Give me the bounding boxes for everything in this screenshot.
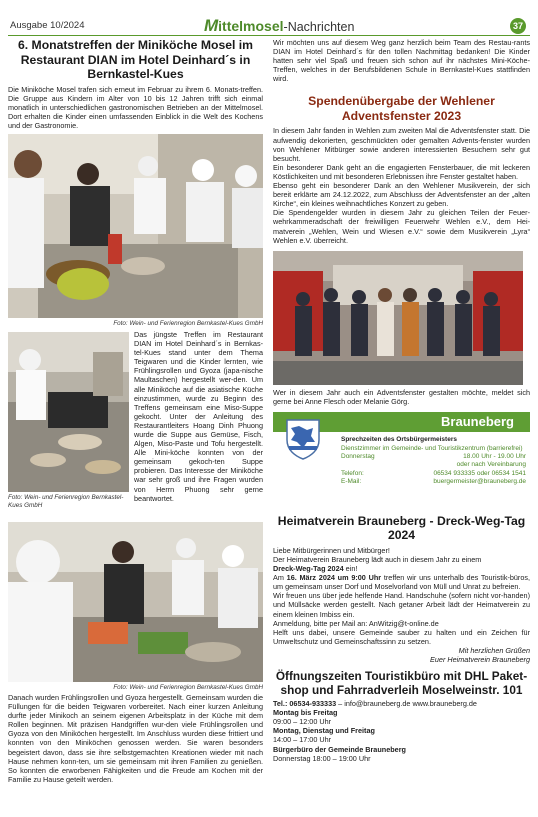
- signature-line-2: Euer Heimatverein Brauneberg: [430, 655, 530, 664]
- brauneberg-office-box: [273, 432, 530, 510]
- office-phone: 06534 933335 oder 06534 1541: [433, 469, 526, 477]
- article-minikoeche-side-text: Das jüngste Treffen im Restaurant DIAN im Hotel Deinhard´s in Bernkas-tel-Kues stand unter dem Thema Teigwaren und die Kinder lernten, wie Frühlingsrollen und Gyoza (japa-nische Maultaschen) hergestellt wer-den. Um alle Miniköche auf die asiatische Küche einzustimmen, wurde zu Beginn des Treffens gemeinsam eine Miso-Suppe gekocht. Unter der Anleitung des Restaurantleiters Hoang Dinh Phuong wurde die Suppe aus Gemüse, Fisch, Algen, Miso-Paste und Tofu hergestellt. Alle Mini-köche konnten von der gemeinsam gekoch-ten Suppe probieren. Das Interesse der Miniköche war sehr groß und ihre Fragen wurden von Herrn Phuong sehr gerne beantwortet.: [134, 329, 263, 503]
- page-number-badge: 37: [510, 18, 526, 34]
- office-hours-title: Sprechzeiten des Ortsbürgermeisters: [341, 435, 457, 443]
- photo-kitchen-3: [8, 522, 263, 682]
- article-minikoeche-thanks: Wir möchten uns auf diesem Weg ganz herzlich beim Team des Restau-rants DIAN im Hotel Deinhard´s für den tollen Nachmittag bedanken! Die Kinder hatten sehr viel Spaß und freuen sich schon auf ihr nächstes Mini-Köche-Treffen, welches in der Berufsbildenen Schule in Bernkastel-Kues stattfinden wird.: [273, 38, 530, 84]
- event-name-suffix: ein!: [343, 564, 358, 574]
- article-minikoeche-outro: Danach wurden Frühlingsrollen und Gyoza hergestellt. Gemeinsam wurden die Füllungen für die beiden Teigwaren vorbereitet. Nach einer kurzen Anleitung durfte jeder Minikoch an seinem eigenen Arbeitsplatz in der Küche mit dem Rollen beginnen. Mit präzisen Handgriffen wur-den viele Frühlingsrollen und Gyoza von den Miniköchen hergestellt. Im Anschluss wurden diese frittiert und konnten von den Miniköchen genossen werden. Sie waren besonders begeistert davon, dass sie ihre selbstgemachten Kreationen wieder mit nach Hause nehmen konn-ten, um sie gemeinsam mit ihren Familien zu genießen. So konnten die erworbenen Fähigkeiten und die Freude am Kochen mit der Familie zu Hause geteilt werden.: [8, 692, 263, 784]
- hours-time-2: 14:00 – 17:00 Uhr: [273, 735, 332, 745]
- article-dreckweg-p2: Wir freuen uns über jede helfende Hand. Handschuhe (sofern nicht vor-handen) und Müllsäcke werden gestellt. Nach getaner Arbeit lädt der Heimatverein zu einem kleinen Imbiss ein.: [273, 591, 530, 619]
- photo-credit-3: Foto: Wein- und Ferienregion Bernkastel-Kues GmbH: [113, 683, 263, 691]
- photo-kitchen-2: [8, 332, 129, 492]
- article-advent-p2: Ein besonderer Dank geht an die engagierten Fensterbauer, die mit leckeren Köstlichkeiten und mit besonderen Erlebnissen ihre Fenster gestaltet haben.: [273, 162, 530, 181]
- page-header: [8, 18, 530, 36]
- event-date: 16. März 2024 um 9:00 Uhr: [286, 573, 382, 583]
- hours-time-1: 09:00 – 12:00 Uhr: [273, 717, 332, 727]
- article-advent-caption: Wer in diesem Jahr auch ein Adventsfenster gestalten möchte, meldet sich gerne bei Anne Flesch oder Melanie Görg.: [273, 387, 530, 406]
- office-row-value: oder nach Vereinbarung: [456, 461, 526, 469]
- event-name: Dreck-Weg-Tag 2024: [273, 564, 344, 574]
- date-prefix: Am: [273, 573, 287, 583]
- hours-day-3: Bürgerbüro der Gemeinde Brauneberg: [273, 744, 406, 754]
- article-dreckweg-p3: Anmeldung, bitte per Mail an: AnWitzig@t-online.de: [273, 618, 439, 628]
- office-row: [341, 453, 526, 461]
- office-table: [341, 453, 526, 486]
- brauneberg-coat-of-arms-icon: [285, 418, 321, 460]
- article-dreckweg-title: Heimatverein Brauneberg - Dreck-Weg-Tag 2024: [277, 513, 526, 543]
- office-place: Dienstzimmer im Gemeinde- und Touristikzentrum (barrierefrei): [341, 445, 523, 453]
- article-advent-p3: Ebenso geht ein besonderer Dank an den Wehlener Musikverein, der sich bereit erklärte am 24.12.2022, zum Abschluss der Adventsfenster an der „alten Kirche“, ein kleines weihnachtliches Konzert zu geben.: [273, 181, 530, 209]
- article-advent-p1: In diesem Jahr fanden in Wehlen zum zweiten Mal die Adventsfenster statt. Die aufwendig dekorierten, geschmückten oder gemalten Advents-fenster wurden von Wehlener Mitbürger sowie anderen interessierten Besuchern sehr gut besucht.: [273, 126, 530, 163]
- article-dreckweg-l3: [273, 573, 530, 591]
- article-advent-p4: Die Spendengelder wurden in diesem Jahr zu gleichen Teilen der Feuer-wehrkammeradschaft der freiwilligen Feuerwehr Wehlen e.V., dem Hei-matverein „Wehlen, Wein und Wiesen e.V.“ sowie dem Musikverein „Lyra“ Wehlen e.V. überreicht.: [273, 208, 530, 245]
- photo-kitchen-1: [8, 134, 263, 318]
- brauneberg-banner-title: Brauneberg: [441, 413, 514, 429]
- issue-label: Ausgabe 10/2024: [10, 20, 85, 31]
- right-column: [273, 38, 530, 763]
- office-email-link[interactable]: buergermeister@brauneberg.de: [433, 477, 526, 485]
- logo-suffix: -Nachrichten: [283, 20, 355, 34]
- left-column: [8, 38, 263, 784]
- article-dreckweg-l1: Der Heimatverein Brauneberg lädt auch in diesem Jahr zu einem: [273, 554, 482, 564]
- office-row-value: 18.00 Uhr - 19.00 Uhr: [463, 453, 526, 461]
- date-suffix: treffen wir uns unterhalb des Touristik-büros, um gemeinsam unser Dorf und Moselvorland von Müll und Unrat zu befreien.: [273, 573, 531, 592]
- masthead-logo: [204, 16, 354, 36]
- office-row: [341, 461, 526, 469]
- header-rule: [8, 35, 530, 36]
- hours-day-2: Montag, Dienstag und Freitag: [273, 726, 375, 736]
- office-row: [341, 478, 526, 486]
- article-dreckweg-p4: Helft uns dabei, unsere Gemeinde sauber zu halten und ein Zeichen für Umweltschutz und Gemeinschaftssinn zu setzen.: [273, 627, 530, 646]
- photo-credit-2: Foto: Wein- und Ferienregion Bernkastel-Kues GmbH: [8, 493, 124, 509]
- hours-time-3: Donnerstag 18:00 – 19:00 Uhr: [273, 753, 371, 763]
- logo-letter: M: [204, 16, 219, 35]
- photo-credit-1: Foto: Wein- und Ferienregion Bernkastel-Kues GmbH: [113, 319, 263, 327]
- logo-name: ittelmosel: [218, 18, 284, 34]
- touristik-contact-links[interactable]: – info@brauneberg.de www.brauneberg.de: [336, 699, 477, 709]
- photo-group-firehouse: [273, 251, 523, 385]
- office-row: [341, 470, 526, 478]
- office-row-label: Donnerstag: [341, 453, 375, 461]
- office-row-label: Telefon:: [341, 469, 364, 477]
- article-minikoeche-intro: Die Miniköche Mosel trafen sich erneut im Februar zu ihrem 6. Monats-treffen. Die Gruppe aus Kindern im Alter von 10 bis 12 Jahren trifft sich einmal monatlich in unterschiedlichen gastronomischen Betrieben an der Mittelmosel. Dort erhalten die Kinder einen umfassenden Einblick in die Welt des Kochens und der Gastronomie.: [8, 84, 263, 130]
- article-dreckweg-greeting: Liebe Mitbürgerinnen und Mitbürger!: [273, 545, 390, 555]
- signature-line-1: Mit herzlichen Grüßen: [458, 645, 530, 655]
- article-advent-title: Spendenübergabe der Wehlener Adventsfenster 2023: [308, 94, 495, 123]
- office-row-label: [341, 461, 403, 469]
- touristik-contact: [273, 699, 530, 708]
- article-touristik-title: Öffnungszeiten Touristikbüro mit DHL Paket-shop und Fahrradverleih Moselweinstr. 101: [275, 669, 528, 698]
- article-minikoeche-title: 6. Monatstreffen der Miniköche Mosel im Restaurant DIAN im Hotel Deinhard´s in Bernkastel-Kues: [18, 38, 253, 81]
- article-dreckweg-l2: [273, 564, 530, 573]
- office-row-label: E-Mail:: [341, 477, 362, 485]
- touristik-phone: Tel.: 06534-933333: [273, 699, 337, 709]
- hours-day-1: Montag bis Freitag: [273, 708, 338, 718]
